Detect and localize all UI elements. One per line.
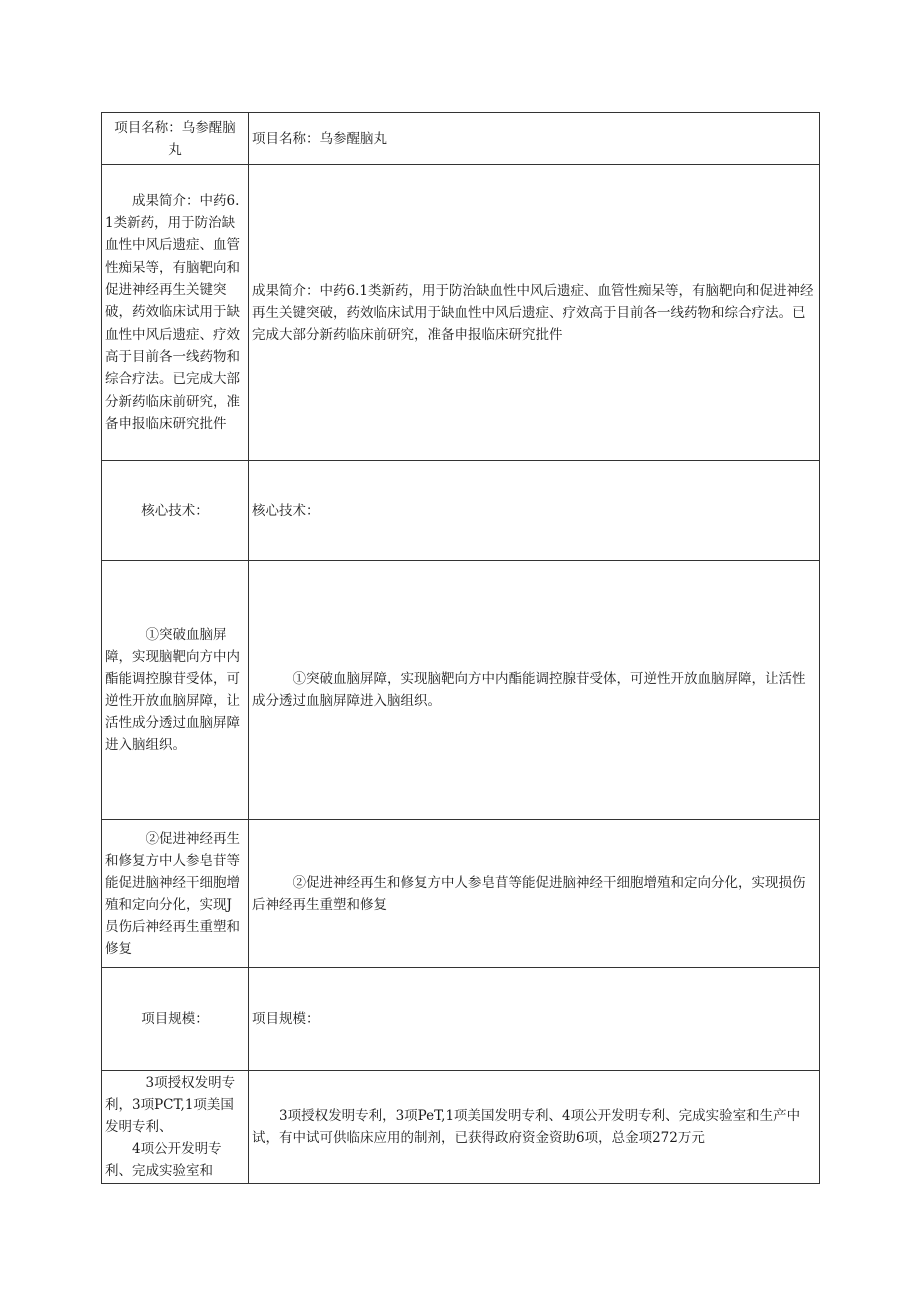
patents-left-line1: 3项授权发明专利，3项PCT,1项美国发明专利、 <box>105 1075 236 1135</box>
project-name-left-line2: 丸 <box>168 141 182 158</box>
cell-core-tech-right: 核心技术： <box>249 461 820 561</box>
row-project-name <box>102 113 820 165</box>
cell-tech-1-left: ①突破血脑屏障，实现脑靶向方中内酯能调控腺苷受体，可逆性开放血脑屏障，让活性成分透过血脑屏障进入脑组织。 <box>102 561 249 820</box>
cell-intro-right: 成果简介：中药6.1类新药，用于防治缺血性中风后遗症、血管性痴呆等，有脑靶向和促进神经再生关键突破，药效临床试用于缺血性中风后遗症、疗效高于目前各一线药物和综合疗法。已完成大部分新药临床前研究，准备申报临床研究批件 <box>249 165 820 461</box>
cell-core-tech-left: 核心技术： <box>102 461 249 561</box>
row-tech-2 <box>102 820 820 968</box>
project-table <box>101 112 820 1184</box>
cell-intro-left: 成果简介：中药6.1类新药，用于防治缺血性中风后遗症、血管性痴呆等，有脑靶向和促进神经再生关键突破，药效临床试用于缺血性中风后遗症、疗效高于目前各一线药物和综合疗法。已完成大部分新药临床前研究，准备申报临床研究批件 <box>102 165 249 461</box>
row-tech-1 <box>102 561 820 820</box>
cell-scale-left: 项目规模： <box>102 968 249 1071</box>
row-patents <box>102 1071 820 1184</box>
cell-project-name-right: 项目名称：乌参醒脑丸 <box>249 113 820 165</box>
row-core-tech <box>102 461 820 561</box>
row-scale <box>102 968 820 1071</box>
cell-scale-right: 项目规模： <box>249 968 820 1071</box>
cell-tech-2-right: ②促进神经再生和修复方中人参皂苜等能促进脑神经干细胞增殖和定向分化，实现损伤后神经再生重塑和修复 <box>249 820 820 968</box>
cell-patents-left <box>102 1071 249 1184</box>
patents-left-line2: 4项公开发明专利、完成实验室和 <box>105 1141 222 1179</box>
cell-tech-1-right: ①突破血脑屏障，实现脑靶向方中内酯能调控腺苷受体，可逆性开放血脑屏障，让活性成分透过血脑屏障进入脑组织。 <box>249 561 820 820</box>
cell-project-name-left <box>102 113 249 165</box>
project-name-left-line1: 项目名称：乌参醒脑 <box>114 119 236 136</box>
cell-patents-right: 3项授权发明专利，3项PeT,1项美国发明专利、4项公开发明专利、完成实验室和生产中试，有中试可供临床应用的制剂，已获得政府资金资助6项，总金项272万元 <box>249 1071 820 1184</box>
cell-tech-2-left: ②促进神经再生和修复方中人参皂苷等能促进脑神经干细胞增殖和定向分化，实现J员伤后神经再生重塑和修复 <box>102 820 249 968</box>
row-intro <box>102 165 820 461</box>
